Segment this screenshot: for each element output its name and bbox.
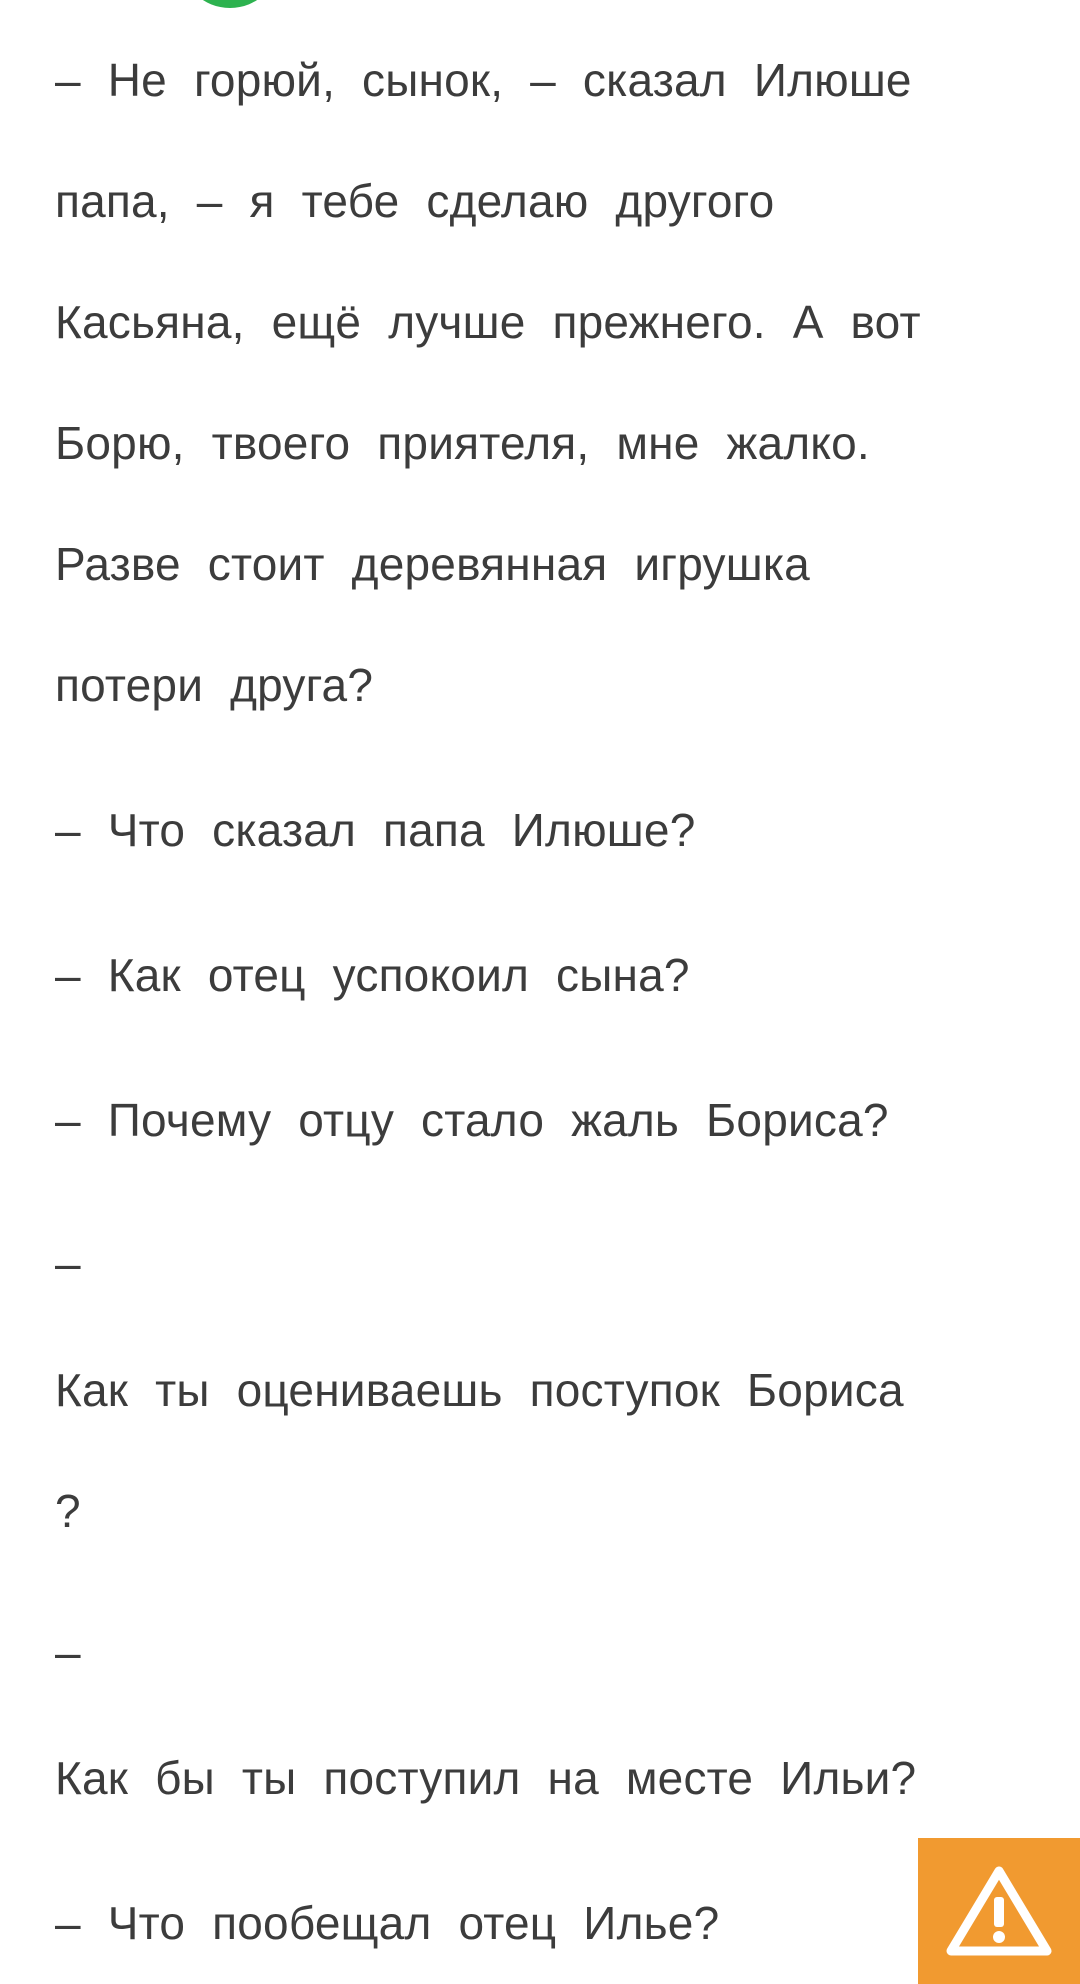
question-dash: – xyxy=(55,1237,81,1289)
report-button[interactable] xyxy=(918,1838,1080,1984)
question-text: – Как отец успокоил сына? xyxy=(55,949,690,1001)
paragraph-line: Касьяна, ещё лучше прежнего. А вот xyxy=(55,296,921,348)
question-text: Как ты оцениваешь поступок Бориса xyxy=(55,1364,904,1416)
question-dash: – xyxy=(55,1626,81,1678)
warning-icon xyxy=(943,1863,1055,1959)
avatar xyxy=(180,0,280,8)
question-text: ? xyxy=(55,1485,81,1537)
question-text: Как бы ты поступил на месте Ильи? xyxy=(55,1752,917,1804)
paragraph-line: Борю, твоего приятеля, мне жалко. xyxy=(55,417,870,469)
paragraph-line: потери друга? xyxy=(55,659,374,711)
question-text: – Почему отцу стало жаль Бориса? xyxy=(55,1094,889,1146)
paragraph-line: папа, – я тебе сделаю другого xyxy=(55,175,775,227)
question-text: – Что сказал папа Илюше? xyxy=(55,804,696,856)
question-text: – Что пообещал отец Илье? xyxy=(55,1897,720,1949)
paragraph-line: Разве стоит деревянная игрушка xyxy=(55,538,810,590)
paragraph-line: – Не горюй, сынок, – сказал Илюше xyxy=(55,54,912,106)
